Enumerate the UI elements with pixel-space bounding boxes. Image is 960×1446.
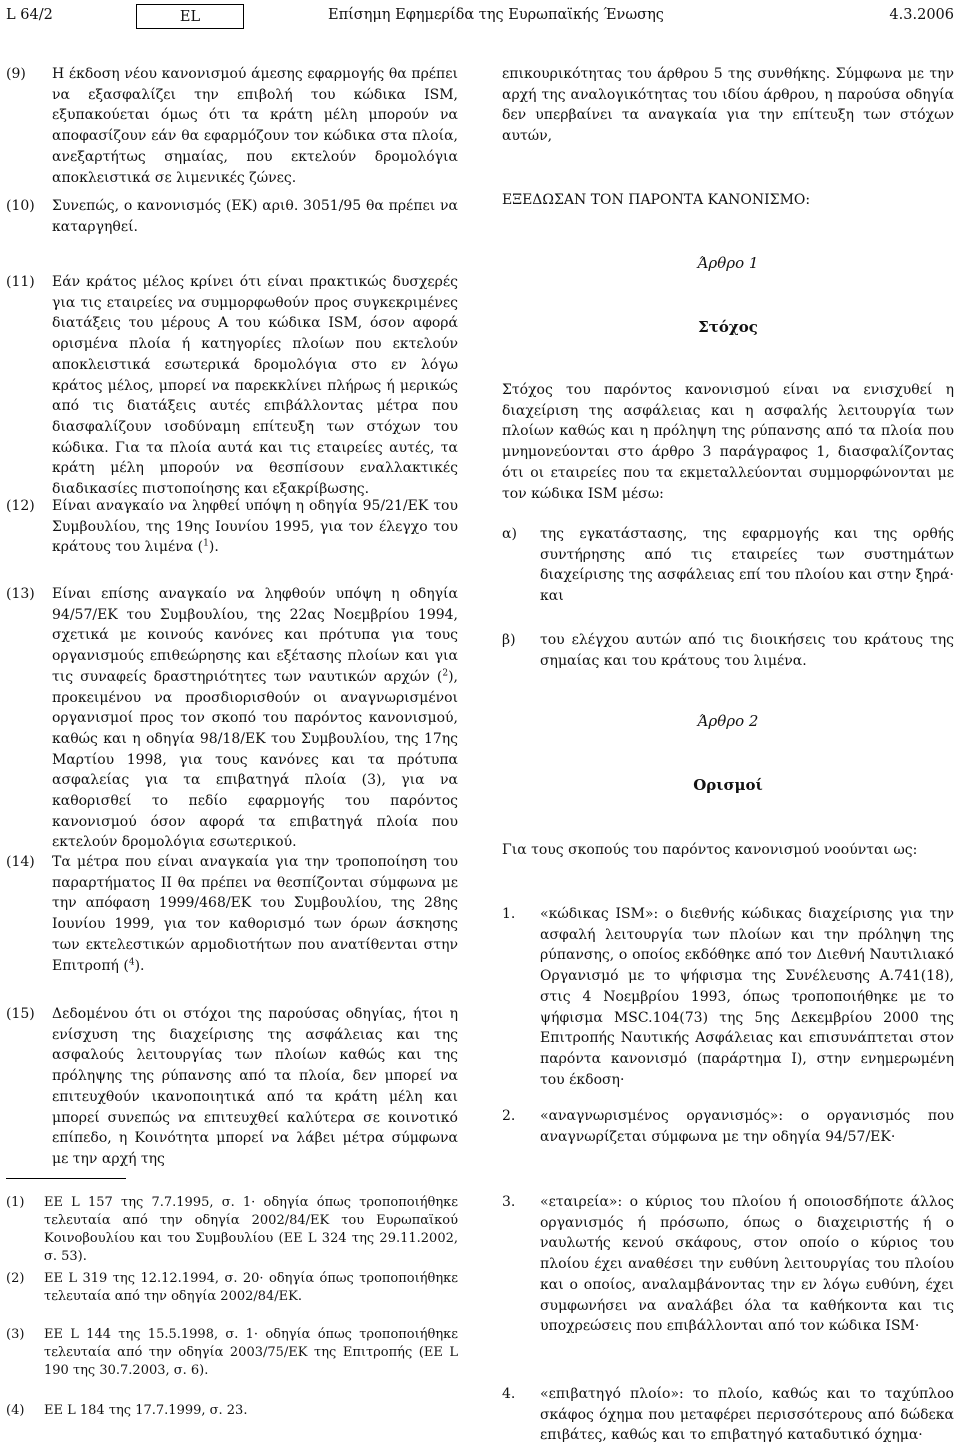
recital-text: Τα μέτρα που είναι αναγκαία για την τροποποίηση του παραρτήματος II θα πρέπει να θεσπίζονται σύμφωνα με την απόφαση 1999/468/ΕΚ του Συμβουλίου, της 28ης Ιουνίου 1999, για τον καθορισμό των όρων άσκησης των εκτελεστικών αρμοδιοτήτων που ανατίθενται στην Επιτροπή ($^4$). — [52, 854, 458, 974]
page-header — [0, 4, 960, 32]
item-label: 1. — [502, 906, 516, 922]
definition-3 — [502, 1192, 954, 1337]
item-text: «κώδικας ISM»: ο διεθνής κώδικας διαχείρισης για την ασφαλή λειτουργία των πλοίων και την πρόληψη της ρύπανσης, ο οποίος εκδόθηκε από τον Διεθνή Ναυτιλιακό Οργανισμό με το ψήφισμα της Συνέλευσης Α.741(18), στις 4 Νοεμβρίου 1993, όπως τροποποιήθηκε με το ψήφισμα MSC.104(73) της 5ης Δεκεμβρίου 2000 της Επιτροπής Ναυτικής Ασφάλειας και επισυνάπτεται στον παρόντα κανονισμό (παράρτημα I), στην ενημερωμένη του έκδοση· — [540, 906, 954, 1088]
item-text: «εταιρεία»: ο κύριος του πλοίου ή οποιοσδήποτε άλλος οργανισμός ή πρόσωπο, όπως ο διαχειριστής ή ο ναυλωτής κενού σκάφους, στον οποίο ο κύριος του πλοίου έχει αναθέσει την ευθύνη λειτουργίας του πλοίου και ο οποίος, αναλαμβάνοντας την εν λόγω ευθύνη, έχει συμφωνήσει να αναλάβει όλα τα καθήκοντα και τις υποχρεώσεις που επιβάλλονται από τον κώδικα ISM· — [540, 1194, 954, 1335]
recital-number: (12) — [6, 498, 35, 514]
footnote-4 — [6, 1402, 458, 1420]
footnote-number: (3) — [6, 1327, 25, 1342]
footnote-number: (4) — [6, 1403, 25, 1418]
item-label: 3. — [502, 1194, 516, 1210]
recital-text: Συνεπώς, ο κανονισμός (ΕΚ) αριθ. 3051/95 θα πρέπει να καταργηθεί. — [52, 198, 458, 235]
journal-title: Επίσημη Εφημερίδα της Ευρωπαϊκής Ένωσης — [328, 7, 664, 23]
recital-number: (14) — [6, 854, 35, 870]
footnote-text: ΕΕ L 184 της 17.7.1999, σ. 23. — [44, 1403, 248, 1418]
footnote-3 — [6, 1326, 458, 1380]
recital-text: Είναι επίσης αναγκαίο να ληφθούν υπόψη η οδηγία 94/57/ΕΚ του Συμβουλίου, της 22ας Νοεμβρίου 1994, σχετικά με κοινούς κανόνες και πρότυπα για τους οργανισμούς επιθεώρησης και εξέτασης πλοίων και για τις συναφείς δραστηριότητες των ναυτικών αρχών ($^2$), προκειμένου να προσδιορισθούν οι αναγνωρισμένοι οργανισμοί προς τον σκοπό του παρόντος κανονισμού, καθώς και η οδηγία 98/18/ΕΚ του Συμβουλίου, της 17ης Μαρτίου 1998, για τους κανόνες και τα πρότυπα ασφαλείας για τα επιβατηγά πλοία (3), για να καθορισθεί το πεδίο εφαρμογής του παρόντος κανονισμού όσον αφορά τα επιβατηγά πλοία που εκτελούν δρομολόγια εσωτερικού. — [52, 586, 458, 851]
recital-14 — [6, 852, 458, 976]
recital-text: Δεδομένου ότι οι στόχοι της παρούσας οδηγίας, ήτοι η ενίσχυση της διαχείρισης της ασφάλειας και της ασφαλούς λειτουργίας των πλοίων καθώς και της πρόληψης της ρύπανσης από τα πλοία, δεν μπορεί να επιτευχθούν ικανοποιητικά από τα κράτη μέλη και μπορεί συνεπώς να επιτευχθεί καλύτερα σε κοινοτικό επίπεδο, η Κοινότητα μπορεί να λάβει μέτρα σύμφωνα με την αρχή της — [52, 1006, 458, 1167]
article-2-title: Άρθρο 2 — [697, 712, 759, 730]
recital-text: Είναι αναγκαίο να ληφθεί υπόψη η οδηγία 95/21/ΕΚ του Συμβουλίου, της 19ης Ιουνίου 1995, για τον έλεγχο του κράτους του λιμένα ($^1$). — [52, 498, 458, 556]
item-text: «επιβατηγό πλοίο»: το πλοίο, καθώς και το ταχύπλοο σκάφος όχημα που μεταφέρει περισσότερους από δώδεκα επιβάτες, καθώς και το επιβατηγό καταδυτικό όχημα· — [540, 1386, 954, 1444]
footnote-number: (1) — [6, 1195, 25, 1210]
definition-2 — [502, 1106, 954, 1147]
recital-number: (15) — [6, 1006, 35, 1022]
recital-12 — [6, 496, 458, 558]
recital-15 — [6, 1004, 458, 1170]
recital-13 — [6, 584, 458, 853]
page-number: L 64/2 — [6, 7, 53, 23]
article-2-heading: Ορισμοί — [693, 776, 763, 794]
recital-number: (13) — [6, 586, 35, 602]
item-label: β) — [502, 632, 516, 648]
footnote-text: ΕΕ L 144 της 15.5.1998, σ. 1· οδηγία όπως τροποποιήθηκε τελευταία από την οδηγία 2003/75/ΕΚ της Επιτροπής (ΕΕ L 190 της 30.7.2003, σ. 6). — [44, 1327, 458, 1378]
item-text: «αναγνωρισμένος οργανισμός»: ο οργανισμός που αναγνωρίζεται σύμφωνα με την οδηγία 94/57/ΕΚ· — [540, 1108, 954, 1145]
footnote-divider — [6, 1178, 126, 1179]
definition-4 — [502, 1384, 954, 1446]
recital-9 — [6, 64, 458, 188]
enacting-formula: ΕΞΕΔΩΣΑΝ ΤΟΝ ΠΑΡΟΝΤΑ ΚΑΝΟΝΙΣΜΟ: — [502, 192, 811, 208]
article-1-item-a — [502, 524, 954, 607]
issue-date: 4.3.2006 — [889, 7, 954, 23]
footnote-1 — [6, 1194, 458, 1266]
recital-number: (9) — [6, 66, 26, 82]
article-1-text: Στόχος του παρόντος κανονισμού είναι να ενισχυθεί η διαχείριση της ασφάλειας και η ασφαλής λειτουργία των πλοίων καθώς και η πρόληψη της ρύπανσης από τα πλοία που μνημονεύονται στο άρθρο 3 παράγραφος 1, διασφαλίζοντας ότι οι εταιρείες που τα εκμεταλλεύονται συμμορφώνονται με τον κώδικα ISM μέσω: — [502, 382, 954, 502]
article-1-title: Άρθρο 1 — [697, 254, 759, 272]
recital-11 — [6, 272, 458, 500]
item-text: της εγκατάστασης, της εφαρμογής και της ορθής συντήρησης από τις εταιρείες των συστημάτων διαχείρισης της ασφάλειας επί του πλοίου και στην ξηρά· και — [540, 526, 954, 605]
item-label: 4. — [502, 1386, 516, 1402]
footnote-2 — [6, 1270, 458, 1306]
definition-1 — [502, 904, 954, 1090]
recital-10 — [6, 196, 458, 237]
item-label: α) — [502, 526, 517, 542]
article-1-heading: Στόχος — [698, 318, 758, 336]
recital-text: Η έκδοση νέου κανονισμού άμεσης εφαρμογής θα πρέπει να εξασφαλίζει την επιβολή του κώδικα ISM, εξυπακούεται όμως ότι τα κράτη μέλη μπορούν να αποφασίζουν εάν θα εφαρμόζουν τον κώδικα στα πλοία, ανεξαρτήτως σημαίας, που εκτελούν δρομολόγια αποκλειστικά σε λιμενικές ζώνες. — [52, 66, 458, 186]
footnote-text: ΕΕ L 157 της 7.7.1995, σ. 1· οδηγία όπως τροποποιήθηκε τελευταία από την οδηγία 2002/84/ΕΚ του Ευρωπαϊκού Κοινοβουλίου και του Συμβουλίου (ΕΕ L 324 της 29.11.2002, σ. 53). — [44, 1195, 458, 1264]
recital-number: (11) — [6, 274, 35, 290]
article-2-intro: Για τους σκοπούς του παρόντος κανονισμού νοούνται ως: — [502, 842, 918, 858]
article-1-item-b — [502, 630, 954, 671]
footnote-number: (2) — [6, 1271, 25, 1286]
language-box: EL — [136, 4, 244, 29]
recital-number: (10) — [6, 198, 35, 214]
item-label: 2. — [502, 1108, 516, 1124]
recital-text: Εάν κράτος μέλος κρίνει ότι είναι πρακτικώς δυσχερές για τις εταιρείες να συμμορφωθούν προς συγκεκριμένες διατάξεις του μέρους Α του κώδικα ISM, όσον αφορά ορισμένα πλοία ή κατηγορίες πλοίων που εκτελούν αποκλειστικά εσωτερικά δρομολόγια στο εν λόγω κράτος μέλος, μπορεί να παρεκκλίνει πλήρως ή μερικώς από τις διατάξεις αυτές επιβάλλοντας μέτρα που διασφαλίζουν ισοδύναμη επίτευξη των στόχων του κώδικα. Για τα πλοία αυτά και τις εταιρείες αυτές, τα κράτη μέλη μπορούν να θεσπίσουν εναλλακτικές διαδικασίες πιστοποίησης και εξακρίβωσης. — [52, 274, 458, 498]
item-text: του ελέγχου αυτών από τις διοικήσεις του κράτους της σημαίας και του κράτους του λιμένα. — [540, 632, 954, 669]
recital-continuation: επικουρικότητας του άρθρου 5 της συνθήκης. Σύμφωνα με την αρχή της αναλογικότητας του ιδίου άρθρου, η παρούσα οδηγία δεν υπερβαίνει τα αναγκαία για την επίτευξη των στόχων αυτών, — [502, 66, 954, 145]
footnote-text: ΕΕ L 319 της 12.12.1994, σ. 20· οδηγία όπως τροποποιήθηκε τελευταία από την οδηγία 2002/84/ΕΚ. — [44, 1271, 458, 1304]
